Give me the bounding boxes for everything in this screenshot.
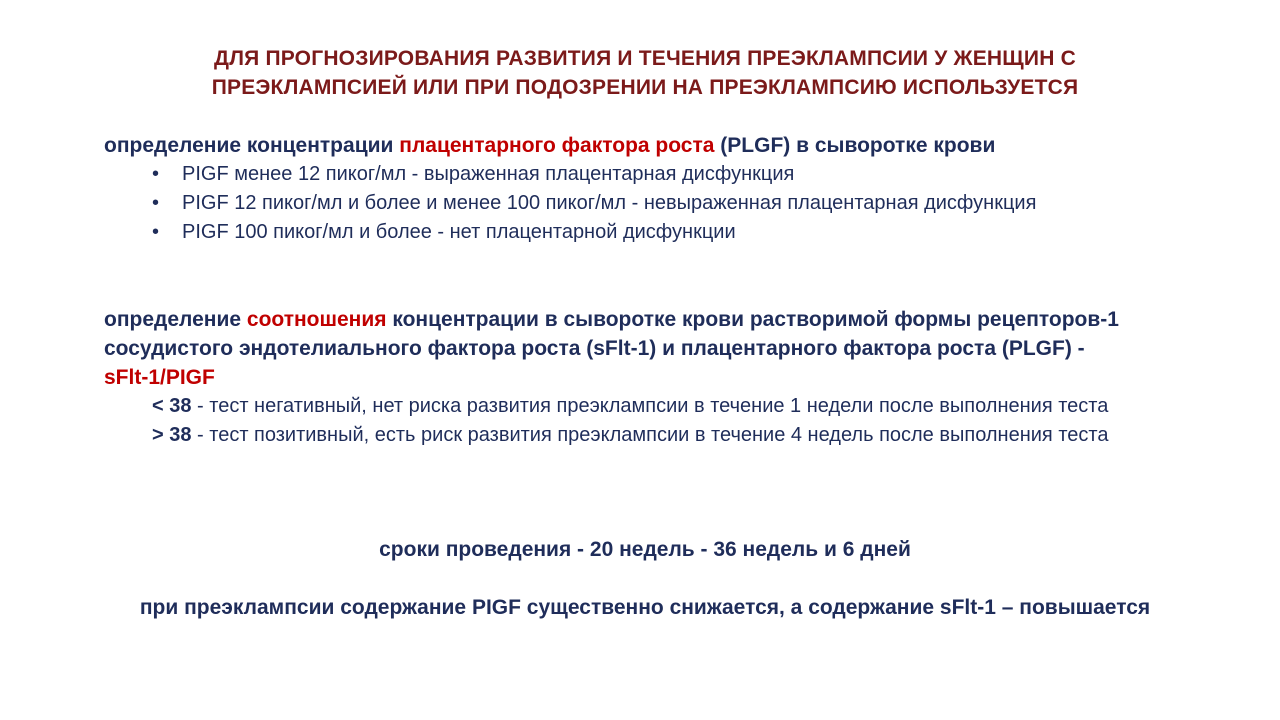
- plgf-heading: [104, 131, 1204, 160]
- bullet-dot-icon: •: [152, 221, 160, 243]
- ratio-test-item: [104, 392, 1112, 421]
- plgf-bullet-item: [104, 189, 1082, 218]
- ratio-heading-middle: концентрации в сыворотке крови растворимой формы рецепторов-1 сосудистого эндотелиального фактора роста (sFlt-1) и плацентарного фактора роста (PLGF) -: [104, 308, 1119, 360]
- ratio-threshold: > 38: [152, 424, 192, 446]
- ratio-threshold: < 38: [152, 395, 192, 417]
- plgf-section: [104, 131, 1204, 247]
- plgf-bullet-item: [104, 218, 1204, 247]
- plgf-heading-highlight: плацентарного фактора роста: [399, 134, 715, 157]
- ratio-heading-highlight: соотношения: [246, 308, 387, 331]
- plgf-bullet-item: [104, 160, 1204, 189]
- bullet-dot-icon: •: [152, 163, 160, 185]
- conclusion-line: при преэклампсии содержание PIGF существенно снижается, а содержание sFlt-1 – повышается: [139, 596, 1151, 619]
- ratio-section: [104, 305, 1124, 450]
- ratio-test-item: [104, 421, 1112, 450]
- ratio-heading-prefix: определение: [104, 308, 247, 331]
- plgf-bullet-text: PIGF 12 пиког/мл и более и менее 100 пиког/мл - невыраженная плацентарная дисфункция: [182, 192, 1037, 214]
- title-line-1: ДЛЯ ПРОГНОЗИРОВАНИЯ РАЗВИТИЯ И ТЕЧЕНИЯ ПРЕЭКЛАМПСИИ У ЖЕНЩИН С: [214, 47, 1076, 70]
- title-line-2: ПРЕЭКЛАМПСИЕЙ ИЛИ ПРИ ПОДОЗРЕНИИ НА ПРЕЭКЛАМПСИЮ ИСПОЛЬЗУЕТСЯ: [211, 76, 1079, 99]
- ratio-test-list: [104, 392, 1124, 450]
- ratio-formula: sFlt-1/PIGF: [104, 366, 215, 389]
- plgf-bullet-text: PIGF 100 пиког/мл и более - нет плацентарной дисфункции: [182, 221, 736, 243]
- slide-title: [100, 44, 1190, 102]
- bullet-dot-icon: •: [152, 192, 160, 214]
- plgf-bullet-text: PIGF менее 12 пиког/мл - выраженная плацентарная дисфункция: [182, 163, 795, 185]
- ratio-heading: [104, 305, 1124, 392]
- timing-line: сроки проведения - 20 недель - 36 недель и 6 дней: [379, 538, 911, 561]
- ratio-test-text: - тест позитивный, есть риск развития преэклампсии в течение 4 недель после выполнения теста: [191, 424, 1109, 446]
- plgf-heading-suffix: (PLGF) в сыворотке крови: [714, 134, 996, 157]
- plgf-bullet-list: [104, 160, 1204, 247]
- plgf-heading-prefix: определение концентрации: [104, 134, 400, 157]
- ratio-test-text: - тест негативный, нет риска развития преэклампсии в течение 1 недели после выполнения теста: [191, 395, 1109, 417]
